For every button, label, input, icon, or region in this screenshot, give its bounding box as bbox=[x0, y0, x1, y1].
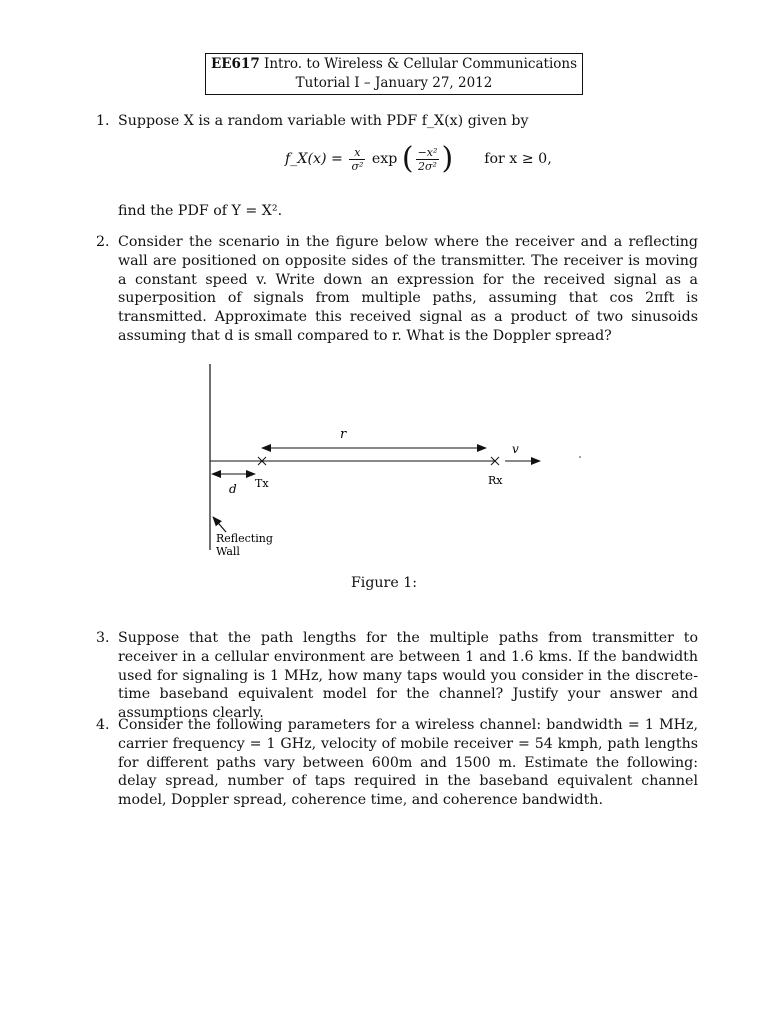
figure-caption: Figure 1: bbox=[350, 575, 418, 591]
question-number: 4. bbox=[96, 717, 110, 733]
d-label: d bbox=[229, 482, 237, 496]
wall-label-line-1: Reflecting bbox=[216, 532, 273, 545]
wall-label-line-2: Wall bbox=[216, 545, 240, 558]
question-number: 1. bbox=[96, 113, 110, 129]
wall-pointer-arrow bbox=[213, 517, 226, 532]
header-line-1 bbox=[206, 55, 582, 74]
stray-dot bbox=[579, 456, 581, 458]
question-1-outro: find the PDF of Y = X². bbox=[118, 203, 283, 219]
formula-frac-den: σ² bbox=[351, 159, 364, 173]
question-1-intro: Suppose X is a random variable with PDF f_X(x) given by bbox=[118, 113, 529, 129]
question-number: 2. bbox=[96, 234, 110, 250]
rx-label: Rx bbox=[488, 474, 503, 487]
formula-lhs: f_X(x) = bbox=[285, 151, 343, 167]
question-number: 3. bbox=[96, 630, 110, 646]
header-subtitle: Tutorial I – January 27, 2012 bbox=[295, 75, 493, 91]
course-title: Intro. to Wireless & Cellular Communications bbox=[264, 56, 578, 72]
tx-label: Tx bbox=[255, 477, 269, 490]
formula-inner-fraction bbox=[416, 146, 440, 173]
formula-frac-num: x bbox=[349, 146, 365, 160]
formula-func: exp bbox=[371, 151, 398, 167]
question-1-formula bbox=[285, 141, 552, 188]
course-code: EE617 bbox=[210, 56, 260, 72]
formula-condition: for x ≥ 0, bbox=[484, 151, 552, 167]
formula-left-paren: ( bbox=[401, 141, 414, 176]
formula-right-paren: ) bbox=[441, 141, 454, 176]
r-label: r bbox=[340, 427, 347, 442]
header-box bbox=[205, 53, 583, 95]
formula-fraction bbox=[349, 146, 365, 173]
question-2-text: Consider the scenario in the figure below where the receiver and a reflecting wall are positioned on opposite sides of the transmitter. The receiver is moving a constant speed v. Write down an expression for the received signal as a superposition of signals from multiple paths, assuming that cos 2πft is transmitted. Approximate this received signal as a product of two sinusoids assuming that d is small compared to r. What is the Doppler spread? bbox=[118, 234, 698, 344]
formula-inner-num: −x² bbox=[417, 145, 438, 159]
question-3-text: Suppose that the path lengths for the multiple paths from transmitter to receiver in a cellular environment are between 1 and 1.6 kms. If the bandwidth used for signaling is 1 MHz, how many taps would you consider in the discrete-time baseband equivalent model for the channel? Justify your answer and assumptions clearly. bbox=[118, 630, 698, 722]
question-4-text: Consider the following parameters for a wireless channel: bandwidth = 1 MHz, carrier frequency = 1 GHz, velocity of mobile receiver = 54 kmph, path lengths for different paths vary between 600m and 1500 m. Estimate the following: delay spread, number of taps required in the baseband equivalent channel model, Doppler spread, coherence time, and coherence bandwidth. bbox=[118, 717, 698, 809]
formula-inner-den: 2σ² bbox=[418, 159, 437, 173]
v-label: v bbox=[512, 442, 519, 456]
figure-1 bbox=[0, 360, 768, 570]
